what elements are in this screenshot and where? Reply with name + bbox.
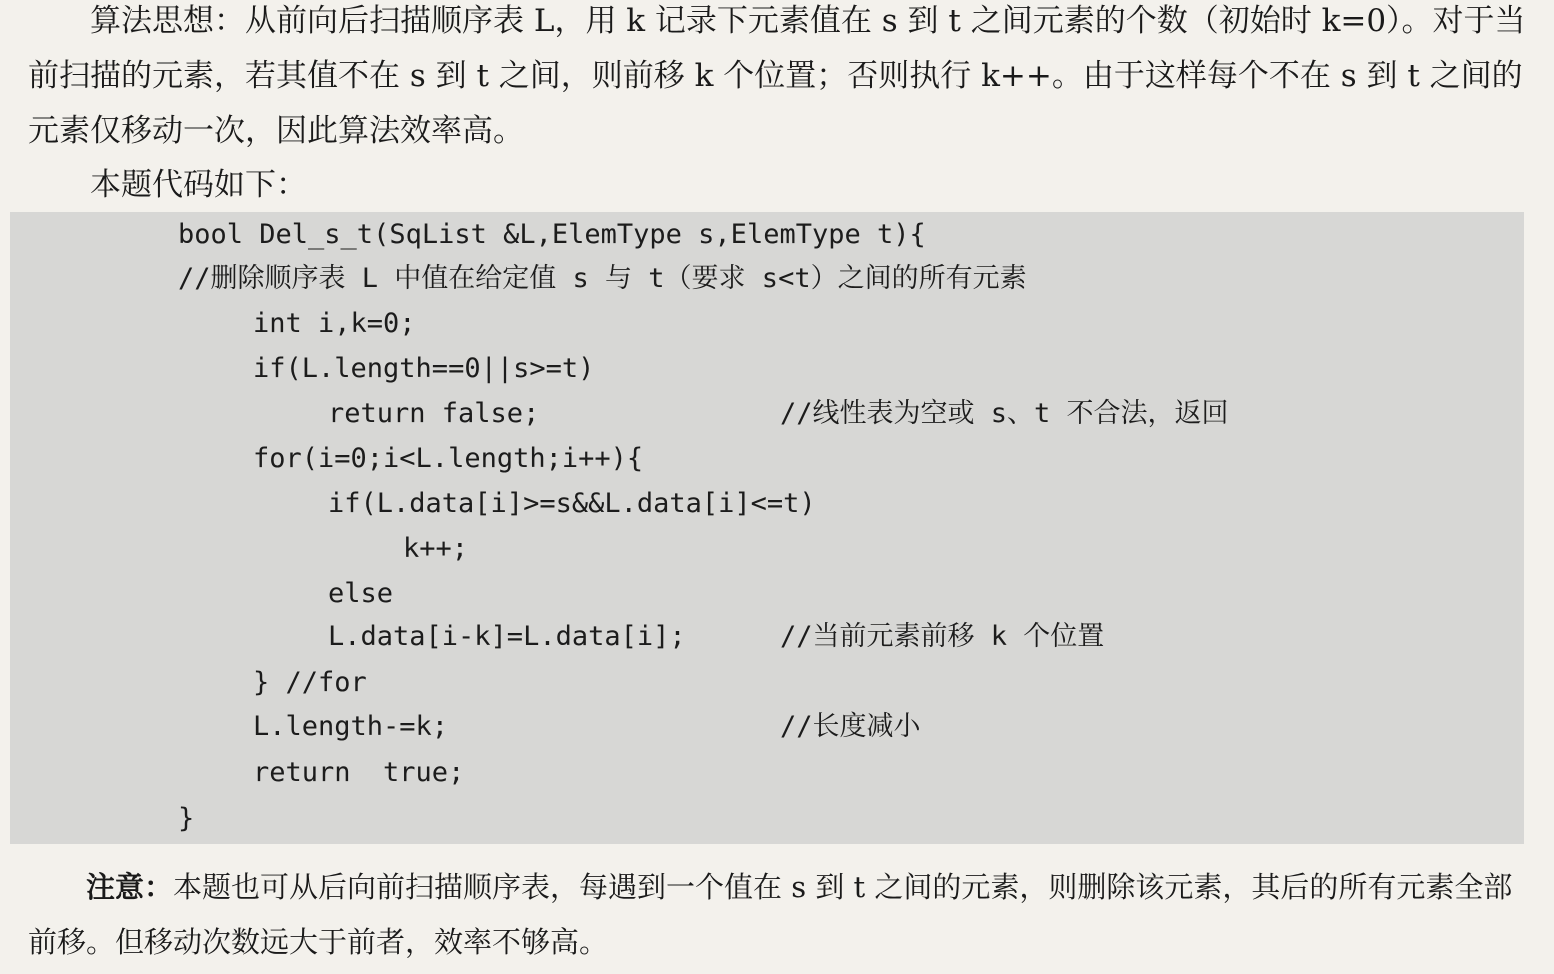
code-intro-text: 本题代码如下： [90,167,307,203]
code-line: else [328,578,394,609]
code-line: //删除顺序表 L 中值在给定值 s 与 t（要求 s<t）之间的所有元素 [178,263,1027,294]
code-line: } [178,803,195,834]
code-block [10,212,1524,844]
code-line: bool Del_s_t(SqList &L,ElemType s,ElemType t){ [178,219,926,250]
code-line: return true; [253,757,465,788]
note-paragraph [28,860,1530,970]
code-comment: //当前元素前移 k 个位置 [780,621,1105,652]
code-intro-paragraph [28,158,1530,213]
code-line: k++; [403,533,469,564]
code-line: for(i=0;i<L.length;i++){ [253,443,644,474]
code-line: } //for [253,667,367,698]
intro-paragraph [28,0,1530,159]
code-line: if(L.length==0||s>=t) [253,353,595,384]
intro-text: 算法思想：从前向后扫描顺序表 L，用 k 记录下元素值在 s 到 t 之间元素的个数（初始时 k=0）。对于当前扫描的元素，若其值不在 s 到 t 之间，则前移 k 个位置；否则执行 k++。由于这样每个不在 s 到 t 之间的元素仅移动一次，因此算法效率高。 [28,3,1526,149]
code-comment: //线性表为空或 s、t 不合法，返回 [780,398,1229,429]
note-label: 注意： [86,870,174,904]
code-comment: //长度减小 [780,711,921,742]
note-text: 本题也可从后向前扫描顺序表，每遇到一个值在 s 到 t 之间的元素，则删除该元素，其后的所有元素全部前移。但移动次数远大于前者，效率不够高。 [28,870,1513,959]
code-line: L.data[i-k]=L.data[i]; [328,621,686,652]
code-line: if(L.data[i]>=s&&L.data[i]<=t) [328,488,816,519]
code-line: return false; [328,398,540,429]
code-line: int i,k=0; [253,308,416,339]
code-line: L.length-=k; [253,711,449,742]
